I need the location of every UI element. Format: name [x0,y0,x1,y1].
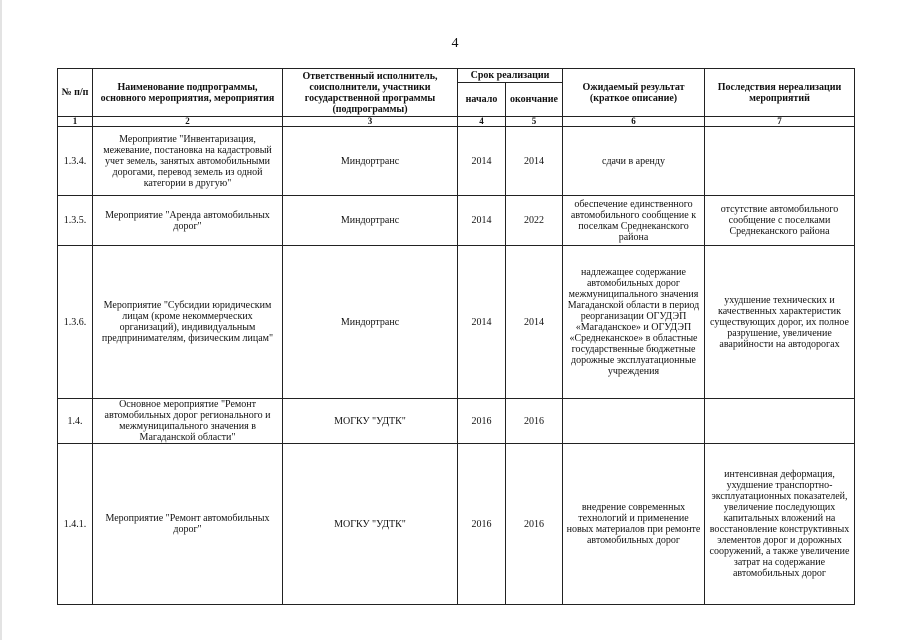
row-consequences: интенсивная деформация, ухудшение транспортно-эксплуатационных показателей, увеличение последующих капитальных вложений на восстановление конструктивных элементов дорог и дорожных сооружений, а также увеличение затрат на содержание автомобильных дорог [705,444,855,605]
row-executor: Миндортранс [283,127,458,196]
row-end: 2022 [506,196,563,246]
row-end: 2014 [506,246,563,399]
column-number: 7 [705,117,855,127]
row-executor: МОГКУ "УДТК" [283,444,458,605]
row-name: Мероприятие "Аренда автомобильных дорог" [93,196,283,246]
row-start: 2016 [458,444,506,605]
row-start: 2014 [458,127,506,196]
row-executor: МОГКУ "УДТК" [283,399,458,444]
column-number: 3 [283,117,458,127]
row-result: обеспечение единственного автомобильного сообщение к поселкам Среднеканского района [563,196,705,246]
header-num: № п/п [58,69,93,117]
row-end: 2016 [506,444,563,605]
row-start: 2014 [458,196,506,246]
program-measures-table [57,68,855,605]
header-result: Ожидаемый результат (краткое описание) [563,69,705,117]
header-row [58,69,855,83]
row-executor: Миндортранс [283,196,458,246]
header-start: начало [458,83,506,117]
column-number-row [58,117,855,127]
header-period: Срок реализации [458,69,563,83]
column-number: 5 [506,117,563,127]
page-number: 4 [451,36,459,51]
row-num: 1.3.5. [58,196,93,246]
row-num: 1.4.1. [58,444,93,605]
row-end: 2016 [506,399,563,444]
row-num: 1.4. [58,399,93,444]
row-executor: Миндортранс [283,246,458,399]
row-consequences: ухудшение технических и качественных характеристик существующих дорог, их полное разрушение, увеличение аварийности на автодорогах [705,246,855,399]
row-result: сдачи в аренду [563,127,705,196]
row-num: 1.3.4. [58,127,93,196]
scan-edge-mark [0,0,2,640]
row-result: внедрение современных технологий и применение новых материалов при ремонте автомобильных дорог [563,444,705,605]
row-name: Основное мероприятие "Ремонт автомобильных дорог регионального и межмуниципального значения в Магаданской области" [93,399,283,444]
column-number: 1 [58,117,93,127]
column-number: 2 [93,117,283,127]
row-name: Мероприятие "Субсидии юридическим лицам (кроме некоммерческих организаций), индивидуальным предпринимателям, физическим лицам" [93,246,283,399]
row-name: Мероприятие "Инвентаризация, межевание, постановка на кадастровый учет земель, занятых автомобильными дорогами, перевод земель из одной категории в другую" [93,127,283,196]
row-start: 2014 [458,246,506,399]
row-num: 1.3.6. [58,246,93,399]
header-consequences: Последствия нереализации мероприятий [705,69,855,117]
table-row [58,246,855,399]
row-name: Мероприятие "Ремонт автомобильных дорог" [93,444,283,605]
row-consequences [705,399,855,444]
row-result [563,399,705,444]
row-consequences: отсутствие автомобильного сообщение с поселками Среднеканского района [705,196,855,246]
table-row [58,127,855,196]
header-name: Наименование подпрограммы, основного мероприятия, мероприятия [93,69,283,117]
row-end: 2014 [506,127,563,196]
header-executor: Ответственный исполнитель, соисполнители, участники государственной программы (подпрограммы) [283,69,458,117]
column-number: 6 [563,117,705,127]
row-consequences [705,127,855,196]
table-row [58,399,855,444]
table-row [58,196,855,246]
header-end: окончание [506,83,563,117]
column-number: 4 [458,117,506,127]
row-result: надлежащее содержание автомобильных дорог межмуниципального значения Магаданской области в период реорганизации ОГУДЭП «Магаданское» и ОГУДЭП «Среднеканское» в областные государственные бюджетные дорожные эксплуатационные учреждения [563,246,705,399]
table-row [58,444,855,605]
row-start: 2016 [458,399,506,444]
